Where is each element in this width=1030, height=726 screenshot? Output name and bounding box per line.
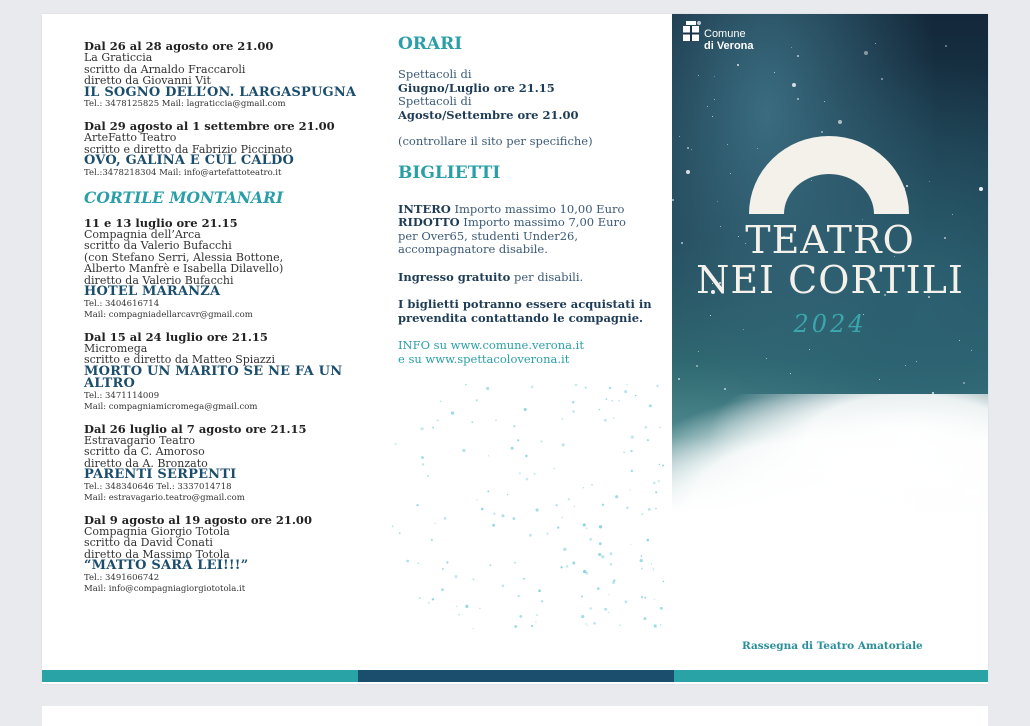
ridotto-line: per Over65, studenti Under26, xyxy=(398,228,579,243)
show-contact: Tel.: 3471114009 xyxy=(84,390,160,401)
comune-verona-logo xyxy=(682,20,754,52)
dot-decoration xyxy=(446,561,448,563)
show-credit: Estravagario Teatro xyxy=(84,433,196,447)
dot-decoration xyxy=(624,390,627,393)
star-decoration xyxy=(875,43,876,44)
show-contact: Mail: estravagario.teatro@gmail.com xyxy=(84,492,245,503)
cover-title-line-1: TEATRO xyxy=(745,218,915,262)
dot-decoration xyxy=(572,410,575,413)
dot-decoration xyxy=(441,588,444,591)
dot-decoration xyxy=(647,539,650,542)
dot-decoration xyxy=(519,615,522,618)
dot-decoration xyxy=(626,507,628,509)
dot-decoration xyxy=(585,387,587,389)
dot-decoration xyxy=(547,533,549,535)
dot-decoration xyxy=(560,566,562,568)
footer-band-navy xyxy=(358,670,674,682)
show-contact: Tel.: 3404616714 xyxy=(84,298,160,309)
dot-decoration xyxy=(444,517,447,520)
show-entry xyxy=(84,514,384,595)
info-column xyxy=(398,34,668,366)
next-page-edge xyxy=(42,706,988,726)
dot-decoration xyxy=(651,563,652,564)
cover-title-line-2: NEI CORTILI xyxy=(696,258,964,302)
info-link-spettacolo[interactable]: e su www.spettacoloverona.it xyxy=(398,351,570,366)
show-credit: scritto da Valerio Bufacchi xyxy=(84,239,232,252)
dot-decoration xyxy=(586,527,588,529)
star-decoration xyxy=(905,365,906,366)
dot-decoration xyxy=(421,456,424,459)
star-decoration xyxy=(809,349,810,350)
dot-decoration xyxy=(562,443,565,446)
dot-decoration xyxy=(399,532,401,534)
dot-decoration xyxy=(524,408,527,411)
show-title: OVO, GALINA E CUL CALDO xyxy=(84,153,295,168)
star-decoration xyxy=(797,98,799,100)
star-decoration xyxy=(724,388,726,390)
brochure-page xyxy=(42,14,988,684)
dot-decoration xyxy=(556,504,558,506)
star-decoration xyxy=(678,378,680,380)
dot-decoration xyxy=(660,607,663,610)
dot-decoration xyxy=(608,612,609,613)
show-entry xyxy=(84,423,384,504)
dot-decoration xyxy=(589,538,592,541)
dot-decoration xyxy=(531,625,533,627)
dot-field-decoration xyxy=(392,384,672,634)
dot-decoration xyxy=(416,504,418,506)
cover-panel xyxy=(672,14,988,512)
star-decoration xyxy=(698,351,699,352)
star-decoration xyxy=(707,106,708,107)
dot-decoration xyxy=(456,606,458,608)
dot-decoration xyxy=(535,622,536,623)
star-decoration xyxy=(792,83,796,87)
show-date: Dal 9 agosto al 19 agosto ore 21.00 xyxy=(84,512,312,527)
show-credit: diretto da Valerio Bufacchi xyxy=(84,273,234,287)
show-credit: ArteFatto Teatro xyxy=(84,131,177,144)
dot-decoration xyxy=(526,478,529,481)
dot-decoration xyxy=(610,552,613,555)
show-contact: Mail: info@compagniagiorgiototola.it xyxy=(84,583,246,594)
gratuito: Ingresso gratuito per disabili. xyxy=(398,269,584,284)
footer-band-teal xyxy=(674,670,988,682)
show-entry xyxy=(84,40,384,110)
star-decoration xyxy=(714,76,715,77)
dot-decoration xyxy=(507,494,508,495)
dot-decoration xyxy=(612,581,615,584)
dot-decoration xyxy=(489,564,491,566)
dot-decoration xyxy=(523,578,525,580)
dot-decoration xyxy=(422,463,424,465)
dot-decoration xyxy=(660,624,661,625)
dot-decoration xyxy=(493,513,495,515)
show-credit: scritto e diretto da Matteo Spiazzi xyxy=(84,353,275,366)
dot-decoration xyxy=(529,534,532,537)
dot-decoration xyxy=(502,585,505,588)
star-decoration xyxy=(879,379,880,380)
dot-decoration xyxy=(619,624,621,626)
dot-decoration xyxy=(492,524,495,527)
show-title: IL SOGNO DELL’ON. LARGASPUGNA xyxy=(84,84,357,100)
show-date: Dal 29 agosto al 1 settembre ore 21.00 xyxy=(84,119,335,133)
dot-decoration xyxy=(428,602,430,604)
dot-decoration xyxy=(604,419,607,422)
dot-decoration xyxy=(471,421,473,423)
dot-decoration xyxy=(618,400,619,401)
dot-decoration xyxy=(645,426,648,429)
dot-decoration xyxy=(472,578,474,580)
show-contact: Mail: compagniamicromega@gmail.com xyxy=(84,401,258,412)
logo-line-1: Comune xyxy=(704,28,746,40)
show-credit: scritto da David Conati xyxy=(84,536,213,549)
dot-decoration xyxy=(598,553,601,556)
dot-decoration xyxy=(512,517,515,520)
show-credit: Compagnia dell’Arca xyxy=(84,227,201,241)
dot-decoration xyxy=(440,401,441,402)
dot-decoration xyxy=(536,614,538,616)
dot-decoration xyxy=(655,491,657,493)
dot-decoration xyxy=(599,542,602,545)
dot-decoration xyxy=(631,470,633,472)
dot-decoration xyxy=(561,517,563,519)
show-contact: Tel.: 348340646 Tel.: 3337014718 xyxy=(84,481,232,492)
dot-decoration xyxy=(541,600,543,602)
shield-icon xyxy=(682,20,700,42)
star-decoration xyxy=(774,72,775,73)
dot-decoration xyxy=(583,487,584,488)
dot-decoration xyxy=(586,572,589,575)
dot-decoration xyxy=(611,400,613,402)
dot-decoration xyxy=(615,495,618,498)
cloud-decoration xyxy=(672,394,988,512)
dot-decoration xyxy=(583,570,585,572)
star-decoration xyxy=(696,365,698,367)
dot-decoration xyxy=(641,568,643,570)
dot-decoration xyxy=(613,417,614,418)
dot-decoration xyxy=(606,398,608,400)
dot-decoration xyxy=(608,594,609,595)
dot-decoration xyxy=(654,599,655,600)
show-entry xyxy=(84,120,384,179)
dot-decoration xyxy=(659,427,660,428)
orari-line: Agosto/Settembre ore 21.00 xyxy=(398,107,579,122)
dot-decoration xyxy=(575,384,578,386)
dot-decoration xyxy=(654,624,657,627)
section-title-cortile: CORTILE MONTANARI xyxy=(84,187,284,207)
star-decoration xyxy=(737,64,739,66)
dot-decoration xyxy=(406,560,409,563)
show-credit: diretto da Massimo Totola xyxy=(84,547,230,561)
dot-decoration xyxy=(631,435,634,438)
dot-decoration xyxy=(640,559,643,562)
star-decoration xyxy=(714,99,715,100)
dot-decoration xyxy=(604,608,607,611)
dot-decoration xyxy=(644,597,646,599)
show-credit: Alberto Manfrè e Isabella Dilavello) xyxy=(84,262,284,275)
cover-year: 2024 xyxy=(793,310,867,338)
dot-decoration xyxy=(602,504,604,506)
dot-decoration xyxy=(574,506,575,507)
dot-decoration xyxy=(486,387,489,390)
star-decoration xyxy=(679,136,680,137)
dot-decoration xyxy=(653,482,656,485)
show-title: PARENTI SERPENTI xyxy=(84,467,237,482)
dot-decoration xyxy=(566,565,569,568)
show-title: MORTO UN MARITO SE NE FA UN ALTRO xyxy=(84,363,343,391)
dot-decoration xyxy=(644,617,647,620)
show-title: “MATTO SARÀ LEI!!!” xyxy=(84,558,249,573)
dot-decoration xyxy=(585,623,586,624)
dot-decoration xyxy=(419,597,421,599)
show-credit: diretto da Giovanni Vit xyxy=(84,74,211,87)
ridotto-line: accompagnatore disabile. xyxy=(398,242,548,256)
dot-decoration xyxy=(432,427,434,429)
dot-decoration xyxy=(601,555,604,558)
dot-decoration xyxy=(479,608,481,610)
dot-decoration xyxy=(572,562,575,565)
dot-decoration xyxy=(451,411,454,414)
dot-decoration xyxy=(587,625,588,626)
star-decoration xyxy=(687,147,689,149)
dot-decoration xyxy=(641,555,643,557)
rassegna-caption: Rassegna di Teatro Amatoriale xyxy=(742,640,923,652)
dot-decoration xyxy=(392,525,393,527)
star-decoration xyxy=(672,199,674,201)
dot-decoration xyxy=(514,562,516,564)
dot-decoration xyxy=(609,387,611,389)
dot-decoration xyxy=(538,589,541,592)
dot-decoration xyxy=(581,596,583,598)
star-decoration xyxy=(945,45,947,47)
dot-decoration xyxy=(630,450,632,452)
star-decoration xyxy=(790,373,791,374)
dot-decoration xyxy=(541,441,543,443)
dot-decoration xyxy=(513,425,515,427)
dot-decoration xyxy=(597,587,600,590)
show-credit: scritto e diretto da Fabrizio Piccinato xyxy=(84,142,293,156)
dot-decoration xyxy=(514,625,517,628)
orari-note: (controllare il sito per specifiche) xyxy=(398,134,593,148)
dot-decoration xyxy=(583,523,586,526)
star-decoration xyxy=(952,214,953,215)
show-date: Dal 26 luglio al 7 agosto ore 21.15 xyxy=(84,421,307,436)
show-contact: Mail: compagniadellarcavr@gmail.com xyxy=(84,309,253,320)
price-ridotto: RIDOTTO Importo massimo 7,00 Euro xyxy=(398,215,626,229)
star-decoration xyxy=(712,116,713,117)
dot-decoration xyxy=(599,409,601,411)
show-contact: Tel.: 3478125825 Mail: lagraticcia@gmail.com xyxy=(84,99,286,109)
dot-decoration xyxy=(656,385,658,387)
price-intero: INTERO Importo massimo 10,00 Euro xyxy=(398,201,625,216)
star-decoration xyxy=(686,170,690,174)
prices xyxy=(398,203,668,257)
dot-decoration xyxy=(625,600,628,603)
star-decoration xyxy=(929,181,930,182)
footer-band-teal xyxy=(42,670,358,682)
dot-decoration xyxy=(531,385,534,388)
dot-decoration xyxy=(590,607,592,609)
dot-decoration xyxy=(395,443,397,445)
dot-decoration xyxy=(511,447,514,450)
dot-decoration xyxy=(476,399,478,401)
dot-decoration xyxy=(431,539,433,541)
dot-decoration xyxy=(437,420,439,422)
info-link-comune[interactable]: INFO su www.comune.verona.it xyxy=(398,338,584,352)
dot-decoration xyxy=(519,472,521,474)
dot-decoration xyxy=(629,489,630,490)
dot-decoration xyxy=(488,455,489,456)
star-decoration xyxy=(797,55,799,57)
dot-decoration xyxy=(581,615,584,618)
show-credit: scritto da Arnaldo Fraccaroli xyxy=(84,62,246,76)
orari-line: Spettacoli di xyxy=(398,67,472,81)
dot-decoration xyxy=(623,451,625,453)
dot-decoration xyxy=(534,473,536,475)
dot-decoration xyxy=(495,420,497,422)
biglietti-heading: BIGLIETTI xyxy=(398,162,501,183)
star-decoration xyxy=(730,173,731,174)
prevendita: I biglietti potranno essere acquistati in prevendita contattando le compagnie. xyxy=(398,297,652,325)
orari-line: Giugno/Luglio ore 21.15 xyxy=(398,80,555,95)
show-entry xyxy=(84,217,384,321)
biglietti-block xyxy=(398,203,668,367)
show-contact: Tel.: 3491606742 xyxy=(84,572,160,583)
show-date: Dal 26 al 28 agosto ore 21.00 xyxy=(84,39,274,53)
dot-decoration xyxy=(591,484,593,486)
star-decoration xyxy=(963,382,965,384)
orari-line: Spettacoli di xyxy=(398,94,472,108)
dot-decoration xyxy=(649,404,652,407)
dot-decoration xyxy=(525,455,528,458)
show-date: Dal 15 al 24 luglio ore 21.15 xyxy=(84,329,268,344)
dot-decoration xyxy=(481,508,484,511)
dot-decoration xyxy=(635,395,637,397)
dot-decoration xyxy=(648,508,651,511)
star-decoration xyxy=(979,187,983,191)
dot-decoration xyxy=(662,465,664,467)
dot-decoration xyxy=(502,514,505,517)
dot-decoration xyxy=(641,513,643,515)
orari-block xyxy=(398,68,668,149)
dot-decoration xyxy=(536,508,539,511)
dot-decoration xyxy=(432,598,434,600)
show-credit: Compagnia Giorgio Totola xyxy=(84,524,230,538)
star-decoration xyxy=(824,101,825,102)
dot-decoration xyxy=(630,544,631,545)
dot-decoration xyxy=(641,596,643,598)
star-decoration xyxy=(864,51,868,55)
dot-decoration xyxy=(568,498,570,500)
star-decoration xyxy=(691,149,692,150)
dot-decoration xyxy=(626,384,628,385)
dot-decoration xyxy=(659,464,660,465)
dot-decoration xyxy=(517,439,519,441)
dot-decoration xyxy=(487,490,489,492)
show-contact: Tel.:3478218304 Mail: info@artefattoteatro.it xyxy=(84,167,282,178)
show-date: 11 e 13 luglio ore 21.15 xyxy=(84,215,238,230)
dot-decoration xyxy=(572,401,574,403)
star-decoration xyxy=(971,350,972,351)
dot-decoration xyxy=(593,622,596,625)
show-credit: diretto da A. Bronzato xyxy=(84,456,208,470)
dot-decoration xyxy=(563,548,566,551)
star-decoration xyxy=(766,358,767,359)
star-decoration xyxy=(727,144,728,145)
dot-decoration xyxy=(610,563,613,566)
dot-decoration xyxy=(599,525,602,528)
star-decoration xyxy=(717,201,718,202)
show-credit: Micromega xyxy=(84,341,148,355)
dot-decoration xyxy=(655,508,657,510)
star-decoration xyxy=(838,120,842,124)
orari-heading: ORARI xyxy=(398,34,463,54)
dot-decoration xyxy=(454,575,457,578)
star-decoration xyxy=(791,47,792,48)
dot-decoration xyxy=(652,568,654,570)
dot-decoration xyxy=(472,628,473,629)
dot-decoration xyxy=(421,427,424,430)
dot-decoration xyxy=(562,418,564,420)
dot-decoration xyxy=(465,384,467,385)
show-credit: La Graticcia xyxy=(84,51,153,64)
dot-decoration xyxy=(418,563,419,564)
show-title: HOTEL MARANZA xyxy=(84,284,221,299)
star-decoration xyxy=(959,340,960,341)
dot-decoration xyxy=(442,568,444,570)
show-credit: scritto da C. Amoroso xyxy=(84,445,205,458)
dot-decoration xyxy=(647,439,649,441)
star-decoration xyxy=(881,78,883,80)
show-credit: (con Stefano Serri, Alessia Bottone, xyxy=(84,250,284,264)
star-decoration xyxy=(916,361,917,362)
show-entry xyxy=(84,331,384,413)
half-moon-icon xyxy=(744,132,914,222)
star-decoration xyxy=(698,75,699,76)
dot-decoration xyxy=(427,475,429,477)
dot-decoration xyxy=(557,526,559,528)
dot-decoration xyxy=(554,468,555,469)
dot-decoration xyxy=(465,605,468,608)
dot-decoration xyxy=(434,523,435,524)
dot-decoration xyxy=(663,581,665,583)
dot-decoration xyxy=(518,595,520,597)
logo-line-2: di Verona xyxy=(704,40,754,52)
dot-decoration xyxy=(476,499,477,500)
dot-decoration xyxy=(458,614,460,616)
program-column xyxy=(84,40,384,605)
dot-decoration xyxy=(462,449,465,452)
dot-decoration xyxy=(658,480,660,482)
